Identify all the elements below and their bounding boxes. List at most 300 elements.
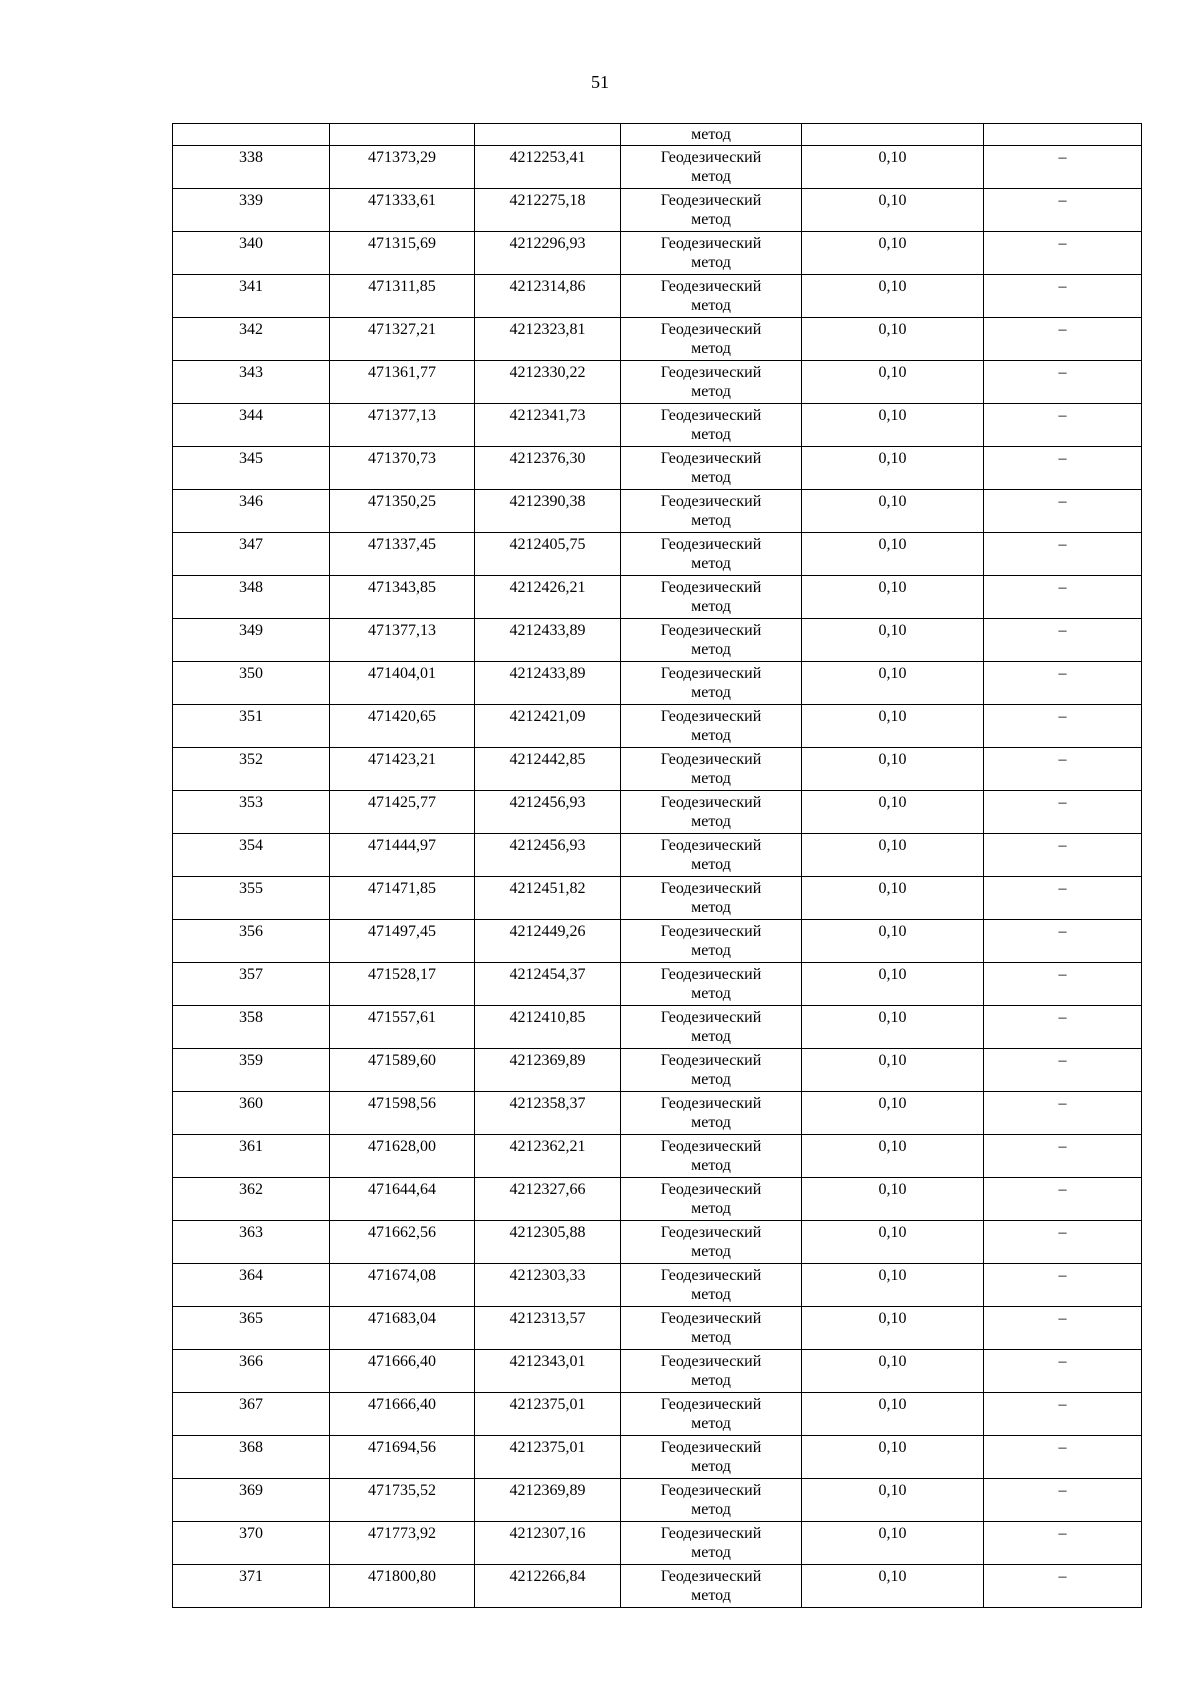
- accuracy-text: 0,10: [878, 149, 907, 166]
- point-cell: [173, 1436, 330, 1479]
- point-text: 342: [239, 321, 263, 338]
- note-cell: [984, 1565, 1142, 1608]
- method-text-line2: метод: [691, 1157, 731, 1174]
- method-text: Геодезический: [660, 966, 762, 983]
- y-cell: [475, 490, 621, 533]
- method-cell: [621, 404, 802, 447]
- table-row: [173, 705, 1142, 748]
- y-text: 4212330,22: [509, 364, 586, 381]
- method-text: Геодезический: [660, 1095, 762, 1112]
- note-text: –: [1058, 321, 1067, 338]
- accuracy-cell: [802, 361, 984, 404]
- x-text: 471666,40: [368, 1353, 436, 1370]
- note-cell: [984, 1350, 1142, 1393]
- method-cell: [621, 124, 802, 146]
- y-text: 4212449,26: [509, 923, 586, 940]
- method-text: Геодезический: [660, 794, 762, 811]
- method-text-line2: метод: [691, 1286, 731, 1303]
- method-text: Геодезический: [660, 278, 762, 295]
- x-cell: [330, 1049, 475, 1092]
- method-text-line2: метод: [691, 1415, 731, 1432]
- point-cell: [173, 1006, 330, 1049]
- y-text: 4212303,33: [509, 1267, 586, 1284]
- y-cell: [475, 275, 621, 318]
- x-text: 471315,69: [368, 235, 436, 252]
- x-cell: [330, 1092, 475, 1135]
- y-text: 4212327,66: [509, 1181, 586, 1198]
- point-text: 346: [239, 493, 263, 510]
- accuracy-cell: [802, 748, 984, 791]
- note-cell: [984, 705, 1142, 748]
- x-cell: [330, 877, 475, 920]
- note-cell: [984, 533, 1142, 576]
- y-cell: [475, 404, 621, 447]
- x-cell: [330, 963, 475, 1006]
- note-text: –: [1058, 1138, 1067, 1155]
- x-text: 471497,45: [368, 923, 436, 940]
- note-text: –: [1058, 751, 1067, 768]
- point-cell: [173, 232, 330, 275]
- y-cell: [475, 963, 621, 1006]
- point-text: 363: [239, 1224, 263, 1241]
- method-text-line2: метод: [691, 469, 731, 486]
- method-text-line2: метод: [691, 856, 731, 873]
- point-text: 368: [239, 1439, 263, 1456]
- method-text-line2: метод: [691, 1114, 731, 1131]
- method-text: Геодезический: [660, 407, 762, 424]
- method-text: Геодезический: [660, 450, 762, 467]
- point-text: 355: [239, 880, 263, 897]
- y-cell: [475, 1393, 621, 1436]
- note-cell: [984, 361, 1142, 404]
- method-cell: [621, 146, 802, 189]
- accuracy-cell: [802, 576, 984, 619]
- x-text: 471589,60: [368, 1052, 436, 1069]
- x-cell: [330, 619, 475, 662]
- x-text: 471377,13: [368, 622, 436, 639]
- table-row: [173, 1135, 1142, 1178]
- method-cell: [621, 834, 802, 877]
- x-text: 471662,56: [368, 1224, 436, 1241]
- method-text-line2: метод: [691, 770, 731, 787]
- x-text: 471773,92: [368, 1525, 436, 1542]
- x-cell: [330, 447, 475, 490]
- y-text: 4212426,21: [509, 579, 586, 596]
- method-text: Геодезический: [660, 1138, 762, 1155]
- table-row: [173, 963, 1142, 1006]
- method-text: Геодезический: [660, 837, 762, 854]
- x-cell: [330, 1221, 475, 1264]
- accuracy-text: 0,10: [878, 450, 907, 467]
- point-cell: [173, 705, 330, 748]
- note-text: –: [1058, 880, 1067, 897]
- table-row: [173, 1264, 1142, 1307]
- method-cell: [621, 748, 802, 791]
- method-text-line2: метод: [691, 1243, 731, 1260]
- method-cell: [621, 1092, 802, 1135]
- y-text: 4212314,86: [509, 278, 586, 295]
- method-cell: [621, 232, 802, 275]
- method-cell: [621, 1049, 802, 1092]
- method-text: Геодезический: [660, 1267, 762, 1284]
- table-row: [173, 1479, 1142, 1522]
- note-cell: [984, 1436, 1142, 1479]
- note-cell: [984, 404, 1142, 447]
- method-text: Геодезический: [660, 665, 762, 682]
- note-cell: [984, 920, 1142, 963]
- note-cell: [984, 275, 1142, 318]
- y-text: 4212442,85: [509, 751, 586, 768]
- point-text: 357: [239, 966, 263, 983]
- x-text: 471471,85: [368, 880, 436, 897]
- y-text: 4212343,01: [509, 1353, 586, 1370]
- method-text-line2: метод: [691, 1329, 731, 1346]
- x-cell: [330, 1307, 475, 1350]
- y-text: 4212253,41: [509, 149, 586, 166]
- y-cell: [475, 1178, 621, 1221]
- note-text: –: [1058, 1525, 1067, 1542]
- note-text: –: [1058, 1482, 1067, 1499]
- method-text: Геодезический: [660, 1568, 762, 1585]
- method-cell: [621, 1350, 802, 1393]
- coordinates-table: [172, 123, 1142, 1608]
- method-cell: [621, 920, 802, 963]
- y-text: 4212454,37: [509, 966, 586, 983]
- accuracy-text: 0,10: [878, 1095, 907, 1112]
- x-text: 471674,08: [368, 1267, 436, 1284]
- note-text: –: [1058, 450, 1067, 467]
- x-cell: [330, 189, 475, 232]
- table-row: [173, 576, 1142, 619]
- y-cell: [475, 834, 621, 877]
- method-text-line2: метод: [691, 1458, 731, 1475]
- point-cell: [173, 920, 330, 963]
- x-text: 471361,77: [368, 364, 436, 381]
- table-row: [173, 748, 1142, 791]
- method-cell: [621, 791, 802, 834]
- method-text: Геодезический: [660, 579, 762, 596]
- method-cell: [621, 1522, 802, 1565]
- point-text: 371: [239, 1568, 263, 1585]
- point-text: 350: [239, 665, 263, 682]
- note-cell: [984, 1479, 1142, 1522]
- y-text: 4212266,84: [509, 1568, 586, 1585]
- note-cell: [984, 447, 1142, 490]
- point-text: 351: [239, 708, 263, 725]
- accuracy-text: 0,10: [878, 880, 907, 897]
- x-cell: [330, 1178, 475, 1221]
- method-text-line2: метод: [691, 1028, 731, 1045]
- point-text: 339: [239, 192, 263, 209]
- y-text: 4212296,93: [509, 235, 586, 252]
- y-text: 4212433,89: [509, 622, 586, 639]
- note-cell: [984, 963, 1142, 1006]
- accuracy-text: 0,10: [878, 321, 907, 338]
- y-cell: [475, 920, 621, 963]
- note-text: –: [1058, 1568, 1067, 1585]
- y-cell: [475, 124, 621, 146]
- x-cell: [330, 705, 475, 748]
- x-text: 471333,61: [368, 192, 436, 209]
- point-cell: [173, 748, 330, 791]
- y-cell: [475, 791, 621, 834]
- point-cell: [173, 361, 330, 404]
- x-cell: [330, 1264, 475, 1307]
- x-text: 471444,97: [368, 837, 436, 854]
- note-cell: [984, 791, 1142, 834]
- point-cell: [173, 791, 330, 834]
- point-cell: [173, 576, 330, 619]
- method-text-line2: метод: [691, 727, 731, 744]
- method-text: Геодезический: [660, 1181, 762, 1198]
- method-text-line2: метод: [691, 1587, 731, 1604]
- accuracy-cell: [802, 619, 984, 662]
- note-text: –: [1058, 407, 1067, 424]
- note-cell: [984, 834, 1142, 877]
- note-text: –: [1058, 1439, 1067, 1456]
- table-row: [173, 1436, 1142, 1479]
- method-text-line2: метод: [691, 684, 731, 701]
- accuracy-cell: [802, 1135, 984, 1178]
- accuracy-text: 0,10: [878, 751, 907, 768]
- x-text: 471350,25: [368, 493, 436, 510]
- note-cell: [984, 1006, 1142, 1049]
- accuracy-text: 0,10: [878, 665, 907, 682]
- y-cell: [475, 1049, 621, 1092]
- x-cell: [330, 146, 475, 189]
- point-cell: [173, 963, 330, 1006]
- accuracy-cell: [802, 834, 984, 877]
- y-cell: [475, 1436, 621, 1479]
- x-text: 471528,17: [368, 966, 436, 983]
- method-cell: [621, 1565, 802, 1608]
- accuracy-cell: [802, 1178, 984, 1221]
- point-text: 369: [239, 1482, 263, 1499]
- x-cell: [330, 1479, 475, 1522]
- note-text: –: [1058, 235, 1067, 252]
- note-cell: [984, 189, 1142, 232]
- x-cell: [330, 748, 475, 791]
- y-cell: [475, 1221, 621, 1264]
- point-text: 359: [239, 1052, 263, 1069]
- accuracy-cell: [802, 1092, 984, 1135]
- table-row: [173, 189, 1142, 232]
- accuracy-text: 0,10: [878, 1353, 907, 1370]
- point-text: 365: [239, 1310, 263, 1327]
- method-cell: [621, 1178, 802, 1221]
- accuracy-text: 0,10: [878, 1396, 907, 1413]
- accuracy-text: 0,10: [878, 1009, 907, 1026]
- point-text: 358: [239, 1009, 263, 1026]
- note-text: –: [1058, 1052, 1067, 1069]
- method-text: Геодезический: [660, 1353, 762, 1370]
- accuracy-text: 0,10: [878, 579, 907, 596]
- x-cell: [330, 1393, 475, 1436]
- x-text: 471327,21: [368, 321, 436, 338]
- x-text: 471683,04: [368, 1310, 436, 1327]
- y-cell: [475, 361, 621, 404]
- y-text: 4212390,38: [509, 493, 586, 510]
- x-cell: [330, 232, 475, 275]
- accuracy-text: 0,10: [878, 1267, 907, 1284]
- x-cell: [330, 318, 475, 361]
- point-text: 352: [239, 751, 263, 768]
- note-text: –: [1058, 1267, 1067, 1284]
- table-row: [173, 834, 1142, 877]
- x-text: 471337,45: [368, 536, 436, 553]
- method-text-line2: метод: [691, 555, 731, 572]
- method-cell: [621, 318, 802, 361]
- point-cell: [173, 404, 330, 447]
- method-text-line2: метод: [691, 168, 731, 185]
- method-cell: [621, 1479, 802, 1522]
- point-text: 364: [239, 1267, 263, 1284]
- x-cell: [330, 361, 475, 404]
- y-text: 4212307,16: [509, 1525, 586, 1542]
- method-text: Геодезический: [660, 235, 762, 252]
- accuracy-cell: [802, 146, 984, 189]
- note-text: –: [1058, 1095, 1067, 1112]
- method-text-line2: метод: [691, 1071, 731, 1088]
- accuracy-cell: [802, 189, 984, 232]
- method-cell: [621, 189, 802, 232]
- x-text: 471666,40: [368, 1396, 436, 1413]
- point-text: 361: [239, 1138, 263, 1155]
- x-text: 471377,13: [368, 407, 436, 424]
- y-text: 4212305,88: [509, 1224, 586, 1241]
- y-text: 4212369,89: [509, 1052, 586, 1069]
- y-cell: [475, 877, 621, 920]
- x-text: 471343,85: [368, 579, 436, 596]
- accuracy-text: 0,10: [878, 1052, 907, 1069]
- point-cell: [173, 275, 330, 318]
- point-text: 347: [239, 536, 263, 553]
- table-row: [173, 232, 1142, 275]
- point-cell: [173, 533, 330, 576]
- x-text: 471644,64: [368, 1181, 436, 1198]
- point-text: 343: [239, 364, 263, 381]
- method-text: Геодезический: [660, 1525, 762, 1542]
- point-cell: [173, 146, 330, 189]
- point-cell: [173, 1178, 330, 1221]
- point-cell: [173, 877, 330, 920]
- accuracy-text: 0,10: [878, 837, 907, 854]
- x-cell: [330, 662, 475, 705]
- accuracy-cell: [802, 1350, 984, 1393]
- accuracy-text: 0,10: [878, 536, 907, 553]
- note-text: –: [1058, 622, 1067, 639]
- x-text: 471373,29: [368, 149, 436, 166]
- y-text: 4212376,30: [509, 450, 586, 467]
- method-cell: [621, 447, 802, 490]
- x-cell: [330, 1135, 475, 1178]
- method-cell: [621, 275, 802, 318]
- note-cell: [984, 1049, 1142, 1092]
- accuracy-text: 0,10: [878, 278, 907, 295]
- table-row: [173, 1350, 1142, 1393]
- accuracy-text: 0,10: [878, 235, 907, 252]
- accuracy-text: 0,10: [878, 923, 907, 940]
- x-text: 471420,65: [368, 708, 436, 725]
- accuracy-cell: [802, 1006, 984, 1049]
- y-cell: [475, 1307, 621, 1350]
- accuracy-text: 0,10: [878, 1482, 907, 1499]
- x-cell: [330, 533, 475, 576]
- method-text: Геодезический: [660, 1224, 762, 1241]
- table-row: [173, 619, 1142, 662]
- table-row: [173, 404, 1142, 447]
- method-text: Геодезический: [660, 708, 762, 725]
- method-text-line2: метод: [691, 942, 731, 959]
- accuracy-cell: [802, 533, 984, 576]
- method-cell: [621, 662, 802, 705]
- method-text-line2: метод: [691, 512, 731, 529]
- table-row: [173, 1522, 1142, 1565]
- note-cell: [984, 748, 1142, 791]
- method-text: Геодезический: [660, 536, 762, 553]
- x-text: 471628,00: [368, 1138, 436, 1155]
- table-row: [173, 1565, 1142, 1608]
- y-text: 4212313,57: [509, 1310, 586, 1327]
- y-text: 4212358,37: [509, 1095, 586, 1112]
- point-text: 338: [239, 149, 263, 166]
- y-text: 4212410,85: [509, 1009, 586, 1026]
- note-text: –: [1058, 794, 1067, 811]
- y-cell: [475, 1264, 621, 1307]
- point-text: 367: [239, 1396, 263, 1413]
- point-cell: [173, 1350, 330, 1393]
- table-row: [173, 791, 1142, 834]
- accuracy-cell: [802, 404, 984, 447]
- x-cell: [330, 124, 475, 146]
- y-text: 4212405,75: [509, 536, 586, 553]
- point-text: 341: [239, 278, 263, 295]
- method-text-line2: метод: [691, 813, 731, 830]
- accuracy-text: 0,10: [878, 966, 907, 983]
- point-cell: [173, 1565, 330, 1608]
- point-text: 354: [239, 837, 263, 854]
- table-row: [173, 1092, 1142, 1135]
- accuracy-cell: [802, 662, 984, 705]
- table-row: [173, 275, 1142, 318]
- y-text: 4212341,73: [509, 407, 586, 424]
- accuracy-text: 0,10: [878, 192, 907, 209]
- y-cell: [475, 662, 621, 705]
- note-text: –: [1058, 1181, 1067, 1198]
- accuracy-text: 0,10: [878, 1181, 907, 1198]
- note-cell: [984, 1393, 1142, 1436]
- x-cell: [330, 1436, 475, 1479]
- accuracy-cell: [802, 1264, 984, 1307]
- method-cell: [621, 1307, 802, 1350]
- x-cell: [330, 490, 475, 533]
- table-row: [173, 1049, 1142, 1092]
- y-cell: [475, 1565, 621, 1608]
- x-cell: [330, 1006, 475, 1049]
- accuracy-text: 0,10: [878, 794, 907, 811]
- table-row: [173, 447, 1142, 490]
- y-cell: [475, 1006, 621, 1049]
- accuracy-cell: [802, 705, 984, 748]
- accuracy-cell: [802, 1522, 984, 1565]
- accuracy-text: 0,10: [878, 1138, 907, 1155]
- table-row: [173, 1006, 1142, 1049]
- note-cell: [984, 490, 1142, 533]
- y-text: 4212375,01: [509, 1439, 586, 1456]
- point-cell: [173, 662, 330, 705]
- point-text: 353: [239, 794, 263, 811]
- method-text: Геодезический: [660, 923, 762, 940]
